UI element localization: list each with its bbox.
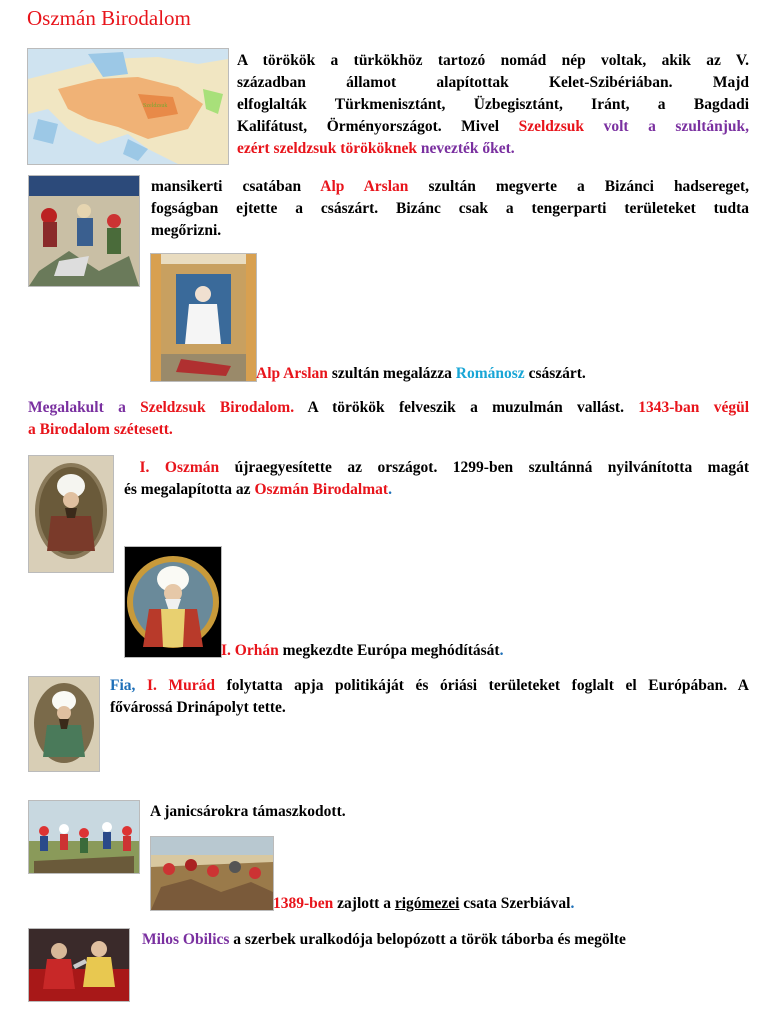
osman-portrait bbox=[28, 455, 114, 573]
battle-graphic bbox=[29, 176, 139, 286]
orhan-caption bbox=[221, 640, 503, 662]
seljuk-text: Megalakult a bbox=[28, 399, 141, 416]
intro-line-2: században államot alapítottak Kelet-Szibériában. Majd bbox=[237, 74, 749, 91]
murad-portrait bbox=[28, 676, 100, 772]
intro-line-3: elfoglalták Türkmenisztánt, Üzbegisztánt, Iránt, a Bagdadi bbox=[237, 96, 749, 113]
murad-name: I. Murád bbox=[147, 677, 216, 694]
kosovo-place: rigómezei bbox=[394, 895, 460, 912]
kosovo-battle-image bbox=[150, 836, 274, 911]
osman-name: I. Oszmán bbox=[139, 459, 220, 476]
seljuk-turks-term: ezért szeldzsuk törököknek bbox=[237, 140, 417, 157]
orhan-graphic bbox=[125, 547, 221, 657]
seljuk-empire-paragraph bbox=[28, 397, 749, 441]
caption-text: szultán megalázza bbox=[327, 365, 456, 382]
murad-line-2: fővárossá Drinápolyt tette. bbox=[110, 699, 286, 716]
obilics-image bbox=[28, 928, 130, 1002]
osman-line-1 bbox=[124, 457, 749, 479]
romanos-name: Románosz bbox=[455, 365, 525, 382]
orhan-text: megkezdte Európa meghódítását bbox=[278, 642, 500, 659]
alp-arslan-name: Alp Arslan bbox=[320, 178, 409, 195]
murad-paragraph bbox=[110, 675, 749, 719]
manzikert-line-1 bbox=[151, 176, 749, 198]
osman-text: újraegyesítette az országot. 1299-ben szultánná nyilvánította magát bbox=[219, 459, 750, 476]
janissaries-text: A janicsárokra támaszkodott. bbox=[150, 803, 346, 820]
intro-line-5 bbox=[237, 138, 749, 160]
manzikert-line-3: megőrizni. bbox=[151, 222, 222, 239]
manzikert-line-2: fogságban ejtette a császárt. Bizánc csak a tengerparti területeket tudta bbox=[151, 200, 749, 217]
intro-paragraph bbox=[237, 50, 749, 160]
map-image bbox=[27, 48, 229, 165]
obilics-paragraph bbox=[142, 929, 626, 951]
seljuk-name: Szeldzsuk bbox=[518, 118, 585, 135]
obilics-name: Milos Obilics bbox=[142, 931, 230, 948]
janissaries-graphic bbox=[29, 801, 139, 873]
murad-text: folytatta apja politikáját és óriási területeket foglalt el Európában. A bbox=[215, 677, 749, 694]
throne-graphic bbox=[151, 254, 256, 381]
orhan-period: . bbox=[499, 642, 504, 659]
orhan-name: I. Orhán bbox=[221, 642, 279, 659]
manzikert-text: mansikerti csatában bbox=[151, 178, 321, 195]
osman-period: . bbox=[388, 481, 392, 498]
alp-arslan-name: Alp Arslan bbox=[256, 365, 328, 382]
page-title: Oszmán Birodalom bbox=[27, 6, 191, 30]
kosovo-text: csata Szerbiával bbox=[459, 895, 571, 912]
ottoman-empire-name: Oszmán Birodalmat bbox=[254, 481, 389, 498]
intro-text: Kalifátust, Örményországot. Mivel bbox=[237, 118, 519, 135]
manzikert-paragraph bbox=[151, 176, 749, 242]
seljuk-text: A törökök felveszik a muzulmán vallást. bbox=[294, 399, 639, 416]
intro-line-1: A törökök a türkökhöz tartozó nomád nép voltak, akik az V. bbox=[237, 52, 749, 69]
caption-text: császárt. bbox=[524, 365, 586, 382]
seljuk-line-2: a Birodalom szétesett. bbox=[28, 421, 173, 438]
intro-line-4 bbox=[237, 116, 749, 138]
osman-paragraph bbox=[124, 457, 749, 501]
intro-text-purple: nevezték őket. bbox=[416, 140, 515, 157]
kosovo-period: . bbox=[570, 895, 575, 912]
alp-arslan-throne-image bbox=[150, 253, 257, 382]
kosovo-date: 1389-ben bbox=[273, 895, 334, 912]
janissaries-image bbox=[28, 800, 140, 874]
kosovo-graphic bbox=[151, 837, 273, 910]
obilics-graphic bbox=[29, 929, 129, 1001]
throne-caption bbox=[256, 363, 586, 385]
murad-graphic bbox=[29, 677, 99, 771]
osman-line-2 bbox=[124, 479, 749, 501]
seljuk-line-1 bbox=[28, 397, 749, 419]
son-label: Fia, bbox=[110, 677, 147, 694]
obilics-text: a szerbek uralkodója belopózott a török táborba és megölte bbox=[229, 931, 626, 948]
seljuk-empire-name: Szeldzsuk Birodalom. bbox=[140, 399, 295, 416]
manzikert-text: szultán megverte a Bizánci hadsereget, bbox=[408, 178, 749, 195]
intro-text-purple: volt a szultánjuk, bbox=[584, 118, 749, 135]
kosovo-caption bbox=[273, 893, 574, 915]
murad-line-1 bbox=[110, 675, 749, 697]
manzikert-battle-image bbox=[28, 175, 140, 287]
collapse-date: 1343-ban végül bbox=[638, 399, 749, 416]
kosovo-text: zajlott a bbox=[333, 895, 395, 912]
orhan-portrait bbox=[124, 546, 222, 658]
map-graphic bbox=[28, 49, 228, 164]
svg-text:Szeldzsuk: Szeldzsuk bbox=[143, 103, 168, 109]
osman-text: és megalapította az bbox=[124, 481, 255, 498]
osman-graphic bbox=[29, 456, 113, 572]
